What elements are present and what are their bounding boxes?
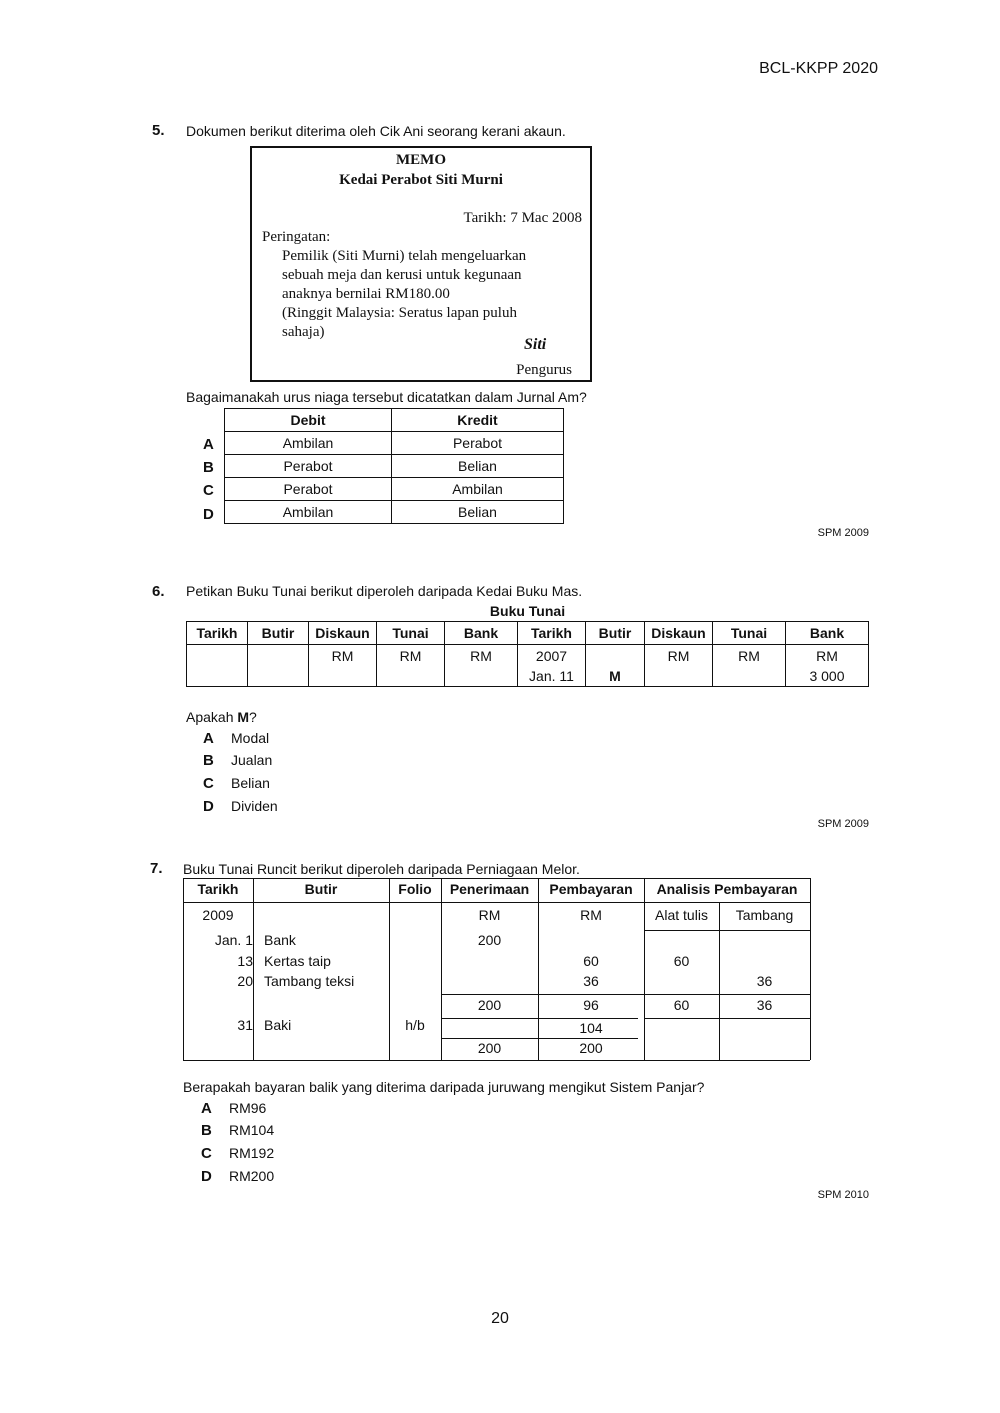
memo-line: sebuah meja dan kerusi untuk kegunaan xyxy=(282,267,522,283)
year-cell: 2007 xyxy=(535,648,568,664)
final-terima: 200 xyxy=(477,1040,502,1056)
col-header: Tunai xyxy=(713,622,786,645)
final-bayar: 200 xyxy=(579,1040,603,1056)
kredit-cell: Ambilan xyxy=(392,478,564,501)
memo-company: Kedai Perabot Siti Murni xyxy=(339,172,503,188)
question-6-number: 6. xyxy=(152,583,165,600)
col-header: Bank xyxy=(786,622,869,645)
journal-options-table xyxy=(224,408,564,524)
col-header: Diskaun xyxy=(645,622,713,645)
total-bayar: 96 xyxy=(583,997,599,1013)
cashbook-table xyxy=(186,621,869,687)
cashbook-title: Buku Tunai xyxy=(489,603,566,619)
question-m: M xyxy=(237,709,250,725)
rm-label: RM xyxy=(738,648,760,664)
question-6-prompt: Apakah M? xyxy=(186,709,257,725)
question-6-source: SPM 2009 xyxy=(817,818,869,830)
petty-cash-table xyxy=(183,878,810,1060)
bayar-cell: 36 xyxy=(583,973,599,989)
sub-header: Alat tulis xyxy=(655,907,708,923)
baki-bayar: 104 xyxy=(579,1020,603,1036)
rm-label: RM xyxy=(580,907,602,923)
alat-cell: 60 xyxy=(673,953,690,969)
question-5-text: Dokumen berikut diterima oleh Cik Ani seorang kerani akaun. xyxy=(186,123,566,139)
table-row xyxy=(225,478,564,501)
terima-cell: 200 xyxy=(477,932,502,948)
option-a: A Modal xyxy=(203,730,270,747)
folio-cell: h/b xyxy=(405,1017,425,1033)
sub-header: Tambang xyxy=(735,907,794,923)
debit-cell: Ambilan xyxy=(225,432,392,455)
col-header: Tarikh xyxy=(197,881,239,897)
butir-cell: Bank xyxy=(264,932,296,948)
memo-line: anaknya bernilai RM180.00 xyxy=(282,286,450,302)
year-cell: 2009 xyxy=(202,907,234,923)
debit-cell: Ambilan xyxy=(225,501,392,524)
col-header: Analisis Pembayaran xyxy=(656,881,798,897)
butir-cell: Tambang teksi xyxy=(264,973,355,989)
col-header: Tarikh xyxy=(187,622,248,645)
memo-title: MEMO xyxy=(396,152,446,168)
memo-label: Peringatan: xyxy=(262,229,331,245)
col-header: Penerimaan xyxy=(449,881,530,897)
option-d: D Dividen xyxy=(203,798,278,815)
option-b: B RM104 xyxy=(201,1122,275,1139)
option-letter-a: A xyxy=(203,436,214,453)
memo-document xyxy=(250,146,592,382)
col-header: Tarikh xyxy=(518,622,586,645)
total-tambang: 36 xyxy=(756,997,773,1013)
memo-signature: Siti xyxy=(524,336,547,353)
rm-label: RM xyxy=(816,648,838,664)
date-cell: 20 xyxy=(237,973,253,989)
rm-label: RM xyxy=(399,648,422,664)
total-alat: 60 xyxy=(673,997,690,1013)
table-row xyxy=(187,645,869,687)
col-header: Butir xyxy=(586,622,645,645)
rm-label: RM xyxy=(478,907,501,923)
memo-line: sahaja) xyxy=(282,324,325,340)
question-5-number: 5. xyxy=(152,122,165,139)
option-b: B Jualan xyxy=(203,752,273,769)
question-5-source: SPM 2009 xyxy=(817,527,869,539)
col-header: Butir xyxy=(248,622,309,645)
question-7-source: SPM 2010 xyxy=(817,1189,869,1201)
col-header: Folio xyxy=(398,881,432,897)
memo-signer: Pengurus xyxy=(516,362,572,378)
page-number: 20 xyxy=(491,1310,509,1327)
option-letter-b: B xyxy=(203,459,214,476)
rm-label: RM xyxy=(331,648,354,664)
option-a: A RM96 xyxy=(201,1100,267,1117)
document-header: BCL-KKPP 2020 xyxy=(759,60,878,77)
total-terima: 200 xyxy=(477,997,502,1013)
option-letter-c: C xyxy=(203,482,214,499)
question-5-prompt: Bagaimanakah urus niaga tersebut dicatatkan dalam Jurnal Am? xyxy=(186,389,587,405)
col-header: Diskaun xyxy=(309,622,377,645)
col-header: Tunai xyxy=(377,622,445,645)
debit-cell: Perabot xyxy=(225,455,392,478)
date-cell: 13 xyxy=(237,953,253,969)
option-c: C RM192 xyxy=(201,1145,275,1162)
memo-date: Tarikh: 7 Mac 2008 xyxy=(463,210,582,226)
bayar-cell: 60 xyxy=(583,953,599,969)
option-c: C Belian xyxy=(203,775,270,792)
bank-amount: 3 000 xyxy=(809,668,845,684)
question-7-prompt: Berapakah bayaran balik yang diterima daripada juruwang mengikut Sistem Panjar? xyxy=(183,1079,705,1095)
rm-label: RM xyxy=(470,648,492,664)
butir-cell: Baki xyxy=(264,1017,292,1033)
tambang-cell: 36 xyxy=(756,973,773,989)
kredit-header: Kredit xyxy=(392,409,564,432)
option-letter-d: D xyxy=(203,506,214,523)
date-cell: 31 xyxy=(237,1017,253,1033)
date-cell: Jan. 11 xyxy=(529,668,574,684)
butir-cell: Kertas taip xyxy=(264,953,331,969)
option-d: D RM200 xyxy=(201,1168,275,1185)
memo-line: Pemilik (Siti Murni) telah mengeluarkan xyxy=(282,248,527,264)
debit-cell: Perabot xyxy=(225,478,392,501)
rm-label: RM xyxy=(667,648,690,664)
table-row xyxy=(225,432,564,455)
debit-header: Debit xyxy=(225,409,392,432)
question-7-text: Buku Tunai Runcit berikut diperoleh daripada Perniagaan Melor. xyxy=(183,861,580,877)
question-7-number: 7. xyxy=(150,860,163,877)
col-header: Pembayaran xyxy=(549,881,633,897)
table-row xyxy=(225,455,564,478)
memo-line: (Ringgit Malaysia: Seratus lapan puluh xyxy=(282,305,517,321)
col-header: Bank xyxy=(445,622,518,645)
kredit-cell: Belian xyxy=(392,455,564,478)
kredit-cell: Perabot xyxy=(392,432,564,455)
col-header: Butir xyxy=(304,881,338,897)
butir-m: M xyxy=(609,668,621,684)
table-row xyxy=(225,501,564,524)
kredit-cell: Belian xyxy=(392,501,564,524)
date-cell: Jan. 1 xyxy=(214,932,253,948)
question-6-text: Petikan Buku Tunai berikut diperoleh daripada Kedai Buku Mas. xyxy=(186,583,583,599)
